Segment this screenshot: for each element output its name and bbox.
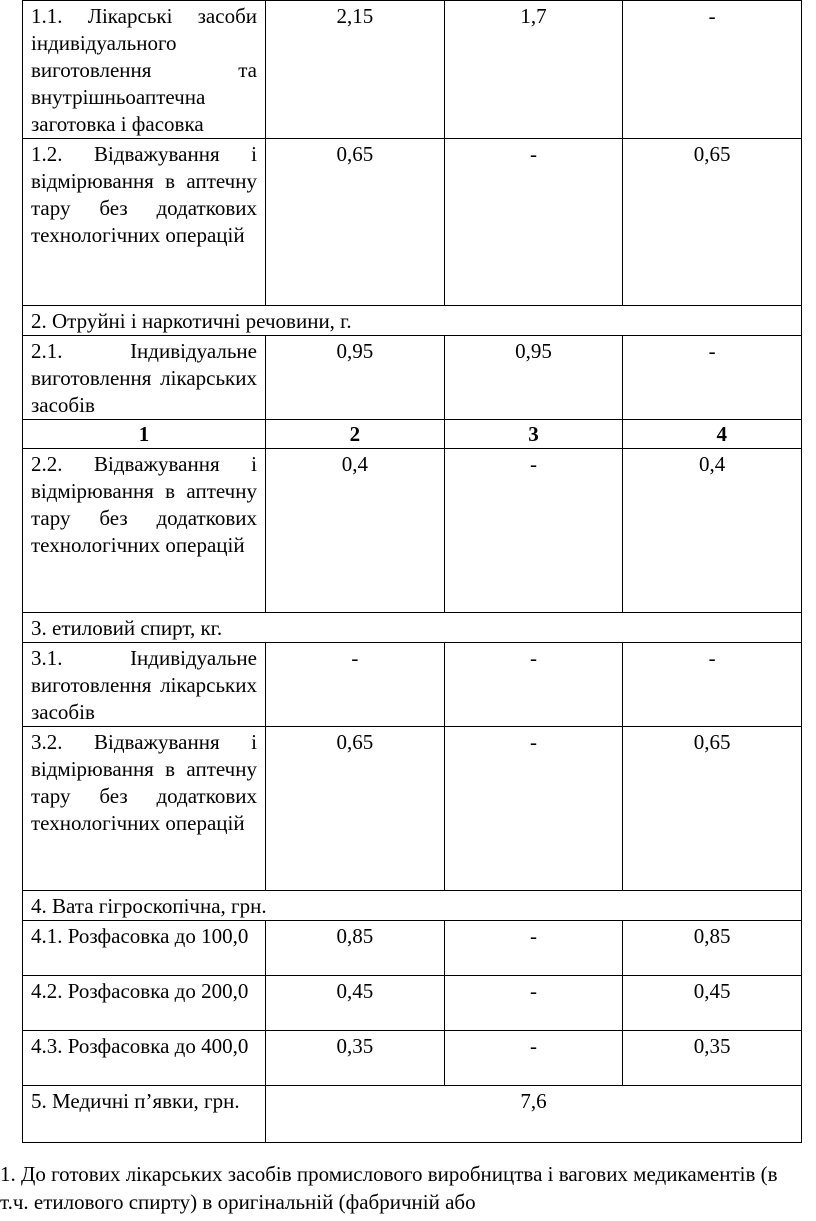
row-label: 4.3. Розфасовка до 400,0 <box>23 1031 266 1086</box>
tariff-table <box>22 0 802 1143</box>
section-heading: 2. Отруйні і наркотичні речовини, г. <box>23 306 802 336</box>
cell-value: - <box>444 449 623 613</box>
section-row <box>23 613 802 643</box>
row-label: 4.2. Розфасовка до 200,0 <box>23 976 266 1031</box>
cell-value: - <box>266 643 445 727</box>
section-row <box>23 306 802 336</box>
column-number: 2 <box>266 420 445 449</box>
cell-value: - <box>444 139 623 306</box>
cell-value: 0,35 <box>623 1031 802 1086</box>
column-number: 3 <box>444 420 623 449</box>
row-label: 5. Медичні п’явки, грн. <box>23 1086 266 1143</box>
table-row <box>23 336 802 420</box>
cell-value: - <box>623 643 802 727</box>
cell-value: - <box>623 336 802 420</box>
table-row <box>23 727 802 891</box>
cell-value: 0,35 <box>266 1031 445 1086</box>
cell-value: 0,95 <box>266 336 445 420</box>
column-number-row <box>23 420 802 449</box>
cell-value: - <box>444 976 623 1031</box>
table-row <box>23 1031 802 1086</box>
table-row <box>23 976 802 1031</box>
column-number: 4 <box>623 420 802 449</box>
table-row <box>23 1 802 139</box>
cell-value: 1,7 <box>444 1 623 139</box>
row-label: 3.2. Відважування і відмірювання в аптечну тару без додаткових технологічних операцій <box>23 727 266 891</box>
cell-value: 0,45 <box>623 976 802 1031</box>
cell-value: 2,15 <box>266 1 445 139</box>
cell-value: 0,95 <box>444 336 623 420</box>
footnote: 1. До готових лікарських засобів промислового виробництва і вагових медикаментів (в т.ч. етилового спирту) в оригінальній (фабричній або <box>0 1162 778 1214</box>
section-heading: 4. Вата гігроскопічна, грн. <box>23 891 802 921</box>
cell-value: 0,45 <box>266 976 445 1031</box>
table-row <box>23 921 802 976</box>
section-heading: 3. етиловий спирт, кг. <box>23 613 802 643</box>
column-number: 1 <box>23 420 266 449</box>
cell-value: 0,65 <box>266 727 445 891</box>
row-label: 1.1. Лікарські засоби індивідуального виготовлення та внутрішньоаптечна заготовка і фасовка <box>23 1 266 139</box>
section-row <box>23 891 802 921</box>
cell-value: - <box>623 1 802 139</box>
cell-value: 0,65 <box>623 139 802 306</box>
cell-value: - <box>444 643 623 727</box>
cell-value: - <box>444 921 623 976</box>
table-row <box>23 139 802 306</box>
row-label: 2.2. Відважування і відмірювання в аптечну тару без додаткових технологічних операцій <box>23 449 266 613</box>
cell-value: 0,85 <box>266 921 445 976</box>
cell-value: - <box>444 1031 623 1086</box>
row-label: 2.1. Індивідуальне виготовлення лікарських засобів <box>23 336 266 420</box>
row-label: 4.1. Розфасовка до 100,0 <box>23 921 266 976</box>
cell-value: 0,85 <box>623 921 802 976</box>
merged-value: 7,6 <box>266 1086 802 1143</box>
cell-value: 0,65 <box>266 139 445 306</box>
cell-value: - <box>444 727 623 891</box>
table-row <box>23 643 802 727</box>
row-label: 1.2. Відважування і відмірювання в аптечну тару без додаткових технологічних операцій <box>23 139 266 306</box>
row-label: 3.1. Індивідуальне виготовлення лікарських засобів <box>23 643 266 727</box>
cell-value: 0,65 <box>623 727 802 891</box>
table-row <box>23 449 802 613</box>
table-row <box>23 1086 802 1143</box>
cell-value: 0,4 <box>623 449 802 613</box>
cell-value: 0,4 <box>266 449 445 613</box>
